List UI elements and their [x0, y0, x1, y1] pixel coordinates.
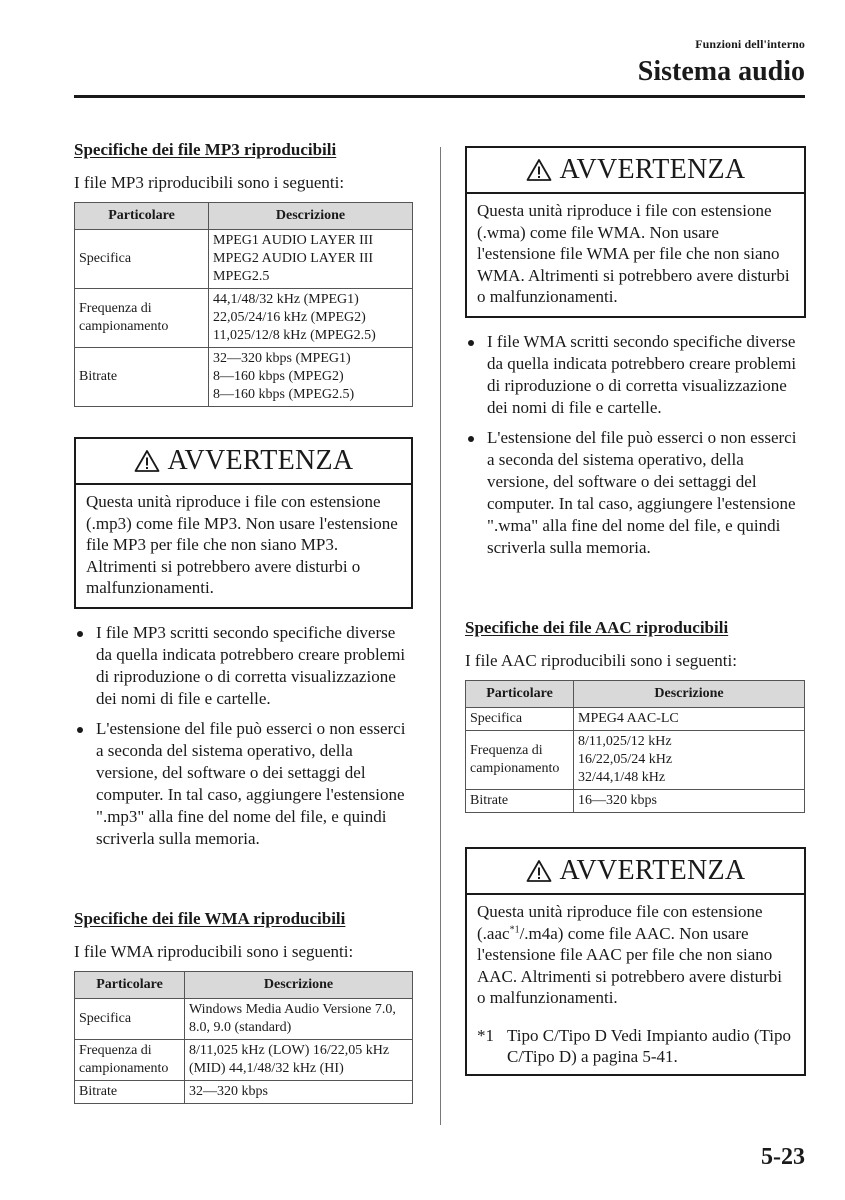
- aac-heading: Specifiche dei file AAC riproducibili: [465, 618, 729, 637]
- table-row: [75, 289, 413, 348]
- mp3-warning-box: [74, 437, 413, 609]
- aac-spec-table: [465, 680, 805, 813]
- wma-spec-table: [74, 971, 413, 1104]
- value-line: 8—160 kbps (MPEG2): [213, 369, 344, 384]
- list-item: L'estensione del file può esserci o non esserci a seconda del sistema operativo, della versione, del software o dei settaggi del computer. In tal caso, aggiungere l'estensione ".wma" alla fine del nome del file, e quindi scriverla sulla memoria.: [465, 427, 806, 559]
- warning-header: [467, 148, 804, 194]
- table-row: [75, 348, 413, 407]
- list-item: I file WMA scritti secondo specifiche diverse da quella indicata potrebbero creare problemi di riproduzione o di corretta visualizzazione dei nomi di file e cartelle.: [465, 331, 806, 419]
- table-header-row: [75, 203, 413, 230]
- row-value: [574, 790, 805, 813]
- column-header-item: Particolare: [466, 681, 574, 708]
- mp3-spec-table: [74, 202, 413, 407]
- column-header-description: Descrizione: [185, 972, 413, 999]
- column-header-item: Particolare: [75, 972, 185, 999]
- value-line: MPEG4 AAC-LC: [578, 711, 679, 726]
- value-line: MPEG1 AUDIO LAYER III: [213, 233, 374, 248]
- column-divider: [440, 147, 441, 1125]
- table-row: [75, 1040, 413, 1081]
- warning-text-part: /.m4a) come file AAC. Non usare l'estensione file AAC per file che non siano AAC. Altrimenti si potrebbero avere disturbi o malfunzionamenti.: [477, 923, 782, 1007]
- row-value: 32—320 kbps: [185, 1081, 413, 1104]
- aac-warning-box: [465, 847, 806, 1076]
- row-value: Windows Media Audio Versione 7.0, 8.0, 9.0 (standard): [185, 999, 413, 1040]
- row-label: Frequenza di campionamento: [75, 1040, 185, 1081]
- value-line: 8/11,025/12 kHz: [578, 734, 672, 749]
- value-line: MPEG2 AUDIO LAYER III: [213, 251, 374, 266]
- warning-header: [467, 849, 804, 895]
- list-item: L'estensione del file può esserci o non esserci a seconda del sistema operativo, della versione, del software o dei settaggi del computer. In tal caso, aggiungere l'estensione ".mp3" alla fine del nome del file, e quindi scriverla sulla memoria.: [74, 718, 413, 850]
- row-label: Bitrate: [466, 790, 574, 813]
- value-line: 32—320 kbps (MPEG1): [213, 351, 351, 366]
- value-line: 16—320 kbps: [578, 793, 657, 808]
- row-value: [209, 289, 413, 348]
- value-line: 32/44,1/48 kHz: [578, 770, 666, 785]
- row-label: Frequenza di campionamento: [75, 289, 209, 348]
- value-line: 16/22,05/24 kHz: [578, 752, 673, 767]
- table-header-row: [75, 972, 413, 999]
- warning-text: Questa unità riproduce i file con estensione (.mp3) come file MP3. Non usare l'estensione file MP3 per file che non siano MP3. Altrimenti si potrebbero avere disturbi o malfunzionamenti.: [86, 492, 398, 597]
- row-value: [574, 708, 805, 731]
- footnote: [477, 1025, 804, 1068]
- table-row: [466, 731, 805, 790]
- table-row: [75, 999, 413, 1040]
- row-value: [209, 230, 413, 289]
- value-line: 22,05/24/16 kHz (MPEG2): [213, 310, 366, 325]
- row-label: Frequenza di campionamento: [466, 731, 574, 790]
- page-number: 5-23: [761, 1144, 805, 1170]
- list-item: I file MP3 scritti secondo specifiche diverse da quella indicata potrebbero creare problemi di riproduzione o di corretta visualizzazione dei nomi di file e cartelle.: [74, 622, 413, 710]
- row-label: Specifica: [466, 708, 574, 731]
- table-row: [75, 1081, 413, 1104]
- warning-text: Questa unità riproduce i file con estensione (.wma) come file WMA. Non usare l'estensione file WMA per file che non siano WMA. Altrimenti si potrebbero avere disturbi o malfunzionamenti.: [477, 201, 790, 306]
- mp3-heading: Specifiche dei file MP3 riproducibili: [74, 140, 337, 159]
- wma-warning-box: [465, 146, 806, 318]
- wma-heading: Specifiche dei file WMA riproducibili: [74, 909, 346, 928]
- warning-header: [76, 439, 411, 485]
- mp3-intro: I file MP3 riproducibili sono i seguenti:: [74, 173, 345, 192]
- row-value: [574, 731, 805, 790]
- warning-title: AVVERTENZA: [559, 154, 746, 185]
- row-label: Bitrate: [75, 348, 209, 407]
- footnote-reference: *1: [509, 923, 520, 935]
- aac-intro: I file AAC riproducibili sono i seguenti:: [465, 651, 737, 670]
- header-rule: [74, 95, 805, 98]
- warning-text: [467, 895, 804, 1017]
- warning-text-part: Questa unità riproduce file con estensione (.aac: [477, 902, 763, 943]
- table-row: [466, 708, 805, 731]
- footnote-mark: *1: [477, 1025, 494, 1045]
- page-title: Sistema audio: [637, 56, 805, 87]
- value-line: 44,1/48/32 kHz (MPEG1): [213, 292, 359, 307]
- table-row: [75, 230, 413, 289]
- wma-intro: I file WMA riproducibili sono i seguenti:: [74, 942, 354, 961]
- wma-notes-list: [465, 331, 806, 567]
- value-line: 11,025/12/8 kHz (MPEG2.5): [213, 328, 376, 343]
- warning-title: AVVERTENZA: [167, 445, 354, 476]
- row-value: 8/11,025 kHz (LOW) 16/22,05 kHz (MID) 44,1/48/32 kHz (HI): [185, 1040, 413, 1081]
- column-header-description: Descrizione: [209, 203, 413, 230]
- row-label: Bitrate: [75, 1081, 185, 1104]
- table-row: [466, 790, 805, 813]
- footnote-text: Tipo C/Tipo D Vedi Impianto audio (Tipo C/Tipo D) a pagina 5-41.: [507, 1025, 792, 1066]
- row-label: Specifica: [75, 230, 209, 289]
- warning-triangle-icon: [526, 158, 552, 182]
- warning-triangle-icon: [134, 449, 160, 473]
- section-title: Funzioni dell'interno: [695, 37, 805, 51]
- row-label: Specifica: [75, 999, 185, 1040]
- warning-triangle-icon: [526, 859, 552, 883]
- value-line: 8—160 kbps (MPEG2.5): [213, 387, 355, 402]
- value-line: MPEG2.5: [213, 269, 270, 284]
- table-header-row: [466, 681, 805, 708]
- column-header-description: Descrizione: [574, 681, 805, 708]
- row-value: [209, 348, 413, 407]
- mp3-notes-list: [74, 622, 413, 858]
- column-header-item: Particolare: [75, 203, 209, 230]
- warning-title: AVVERTENZA: [559, 855, 746, 886]
